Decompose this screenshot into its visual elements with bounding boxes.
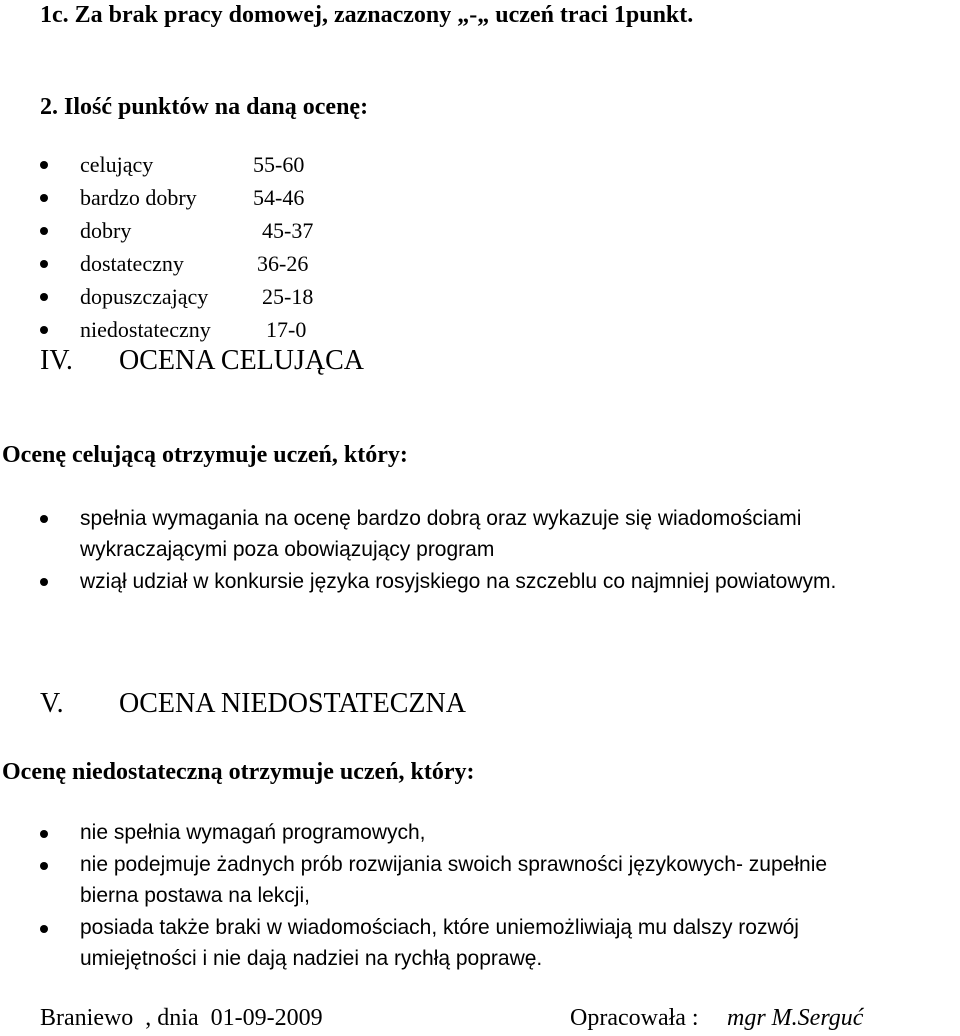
- bullet-icon: [40, 578, 48, 586]
- section-iv-number: IV.: [40, 345, 73, 376]
- list-item: nie spełnia wymagań programowych,: [80, 821, 426, 844]
- bullet-icon: [40, 194, 48, 202]
- bullet-icon: [40, 293, 48, 301]
- section-v-title: OCENA NIEDOSTATECZNA: [119, 688, 466, 719]
- bullet-icon: [40, 227, 48, 235]
- grade-range: 17-0: [266, 317, 307, 342]
- grade-name: celujący: [80, 152, 154, 177]
- bullet-icon: [40, 862, 48, 870]
- bullet-icon: [40, 830, 48, 838]
- rule-1c: 1c. Za brak pracy domowej, zaznaczony „-„ uczeń traci 1punkt.: [40, 2, 694, 28]
- grade-name: dopuszczający: [80, 284, 209, 309]
- points-heading: 2. Ilość punktów na daną ocenę:: [40, 94, 369, 120]
- bullet-icon: [40, 161, 48, 169]
- grade-name: bardzo dobry: [80, 185, 197, 210]
- celujaca-intro: Ocenę celującą otrzymuje uczeń, który:: [2, 442, 408, 468]
- list-item: wziął udział w konkursie języka rosyjskiego na szczeblu co najmniej powiatowym.: [80, 570, 837, 593]
- grade-name: dostateczny: [80, 251, 184, 276]
- list-item-continuation: bierna postawa na lekcji,: [80, 884, 310, 907]
- grade-range: 55-60: [253, 152, 305, 177]
- list-item-continuation: umiejętności i nie dają nadziei na rychłą poprawę.: [80, 947, 543, 970]
- niedost-intro: Ocenę niedostateczną otrzymuje uczeń, który:: [2, 759, 475, 785]
- section-iv-title: OCENA CELUJĄCA: [119, 345, 365, 376]
- footer-author-label: Opracowała :: [570, 1005, 699, 1031]
- bullet-icon: [40, 515, 48, 523]
- grade-range: 45-37: [262, 218, 314, 243]
- grade-range: 25-18: [262, 284, 314, 309]
- list-item: spełnia wymagania na ocenę bardzo dobrą oraz wykazuje się wiadomościami: [80, 507, 802, 530]
- list-item: posiada także braki w wiadomościach, które uniemożliwiają mu dalszy rozwój: [80, 916, 799, 939]
- footer-place-date: Braniewo , dnia 01-09-2009: [40, 1005, 323, 1031]
- bullet-icon: [40, 925, 48, 933]
- bullet-icon: [40, 326, 48, 334]
- section-v-number: V.: [40, 688, 64, 719]
- grade-name: niedostateczny: [80, 317, 211, 342]
- grade-name: dobry: [80, 218, 132, 243]
- bullet-icon: [40, 260, 48, 268]
- grade-range: 54-46: [253, 185, 305, 210]
- grade-range: 36-26: [257, 251, 309, 276]
- footer-author-name: mgr M.Serguć: [727, 1005, 864, 1031]
- list-item: nie podejmuje żadnych prób rozwijania swoich sprawności językowych- zupełnie: [80, 853, 828, 876]
- list-item-continuation: wykraczającymi poza obowiązujący program: [80, 538, 495, 561]
